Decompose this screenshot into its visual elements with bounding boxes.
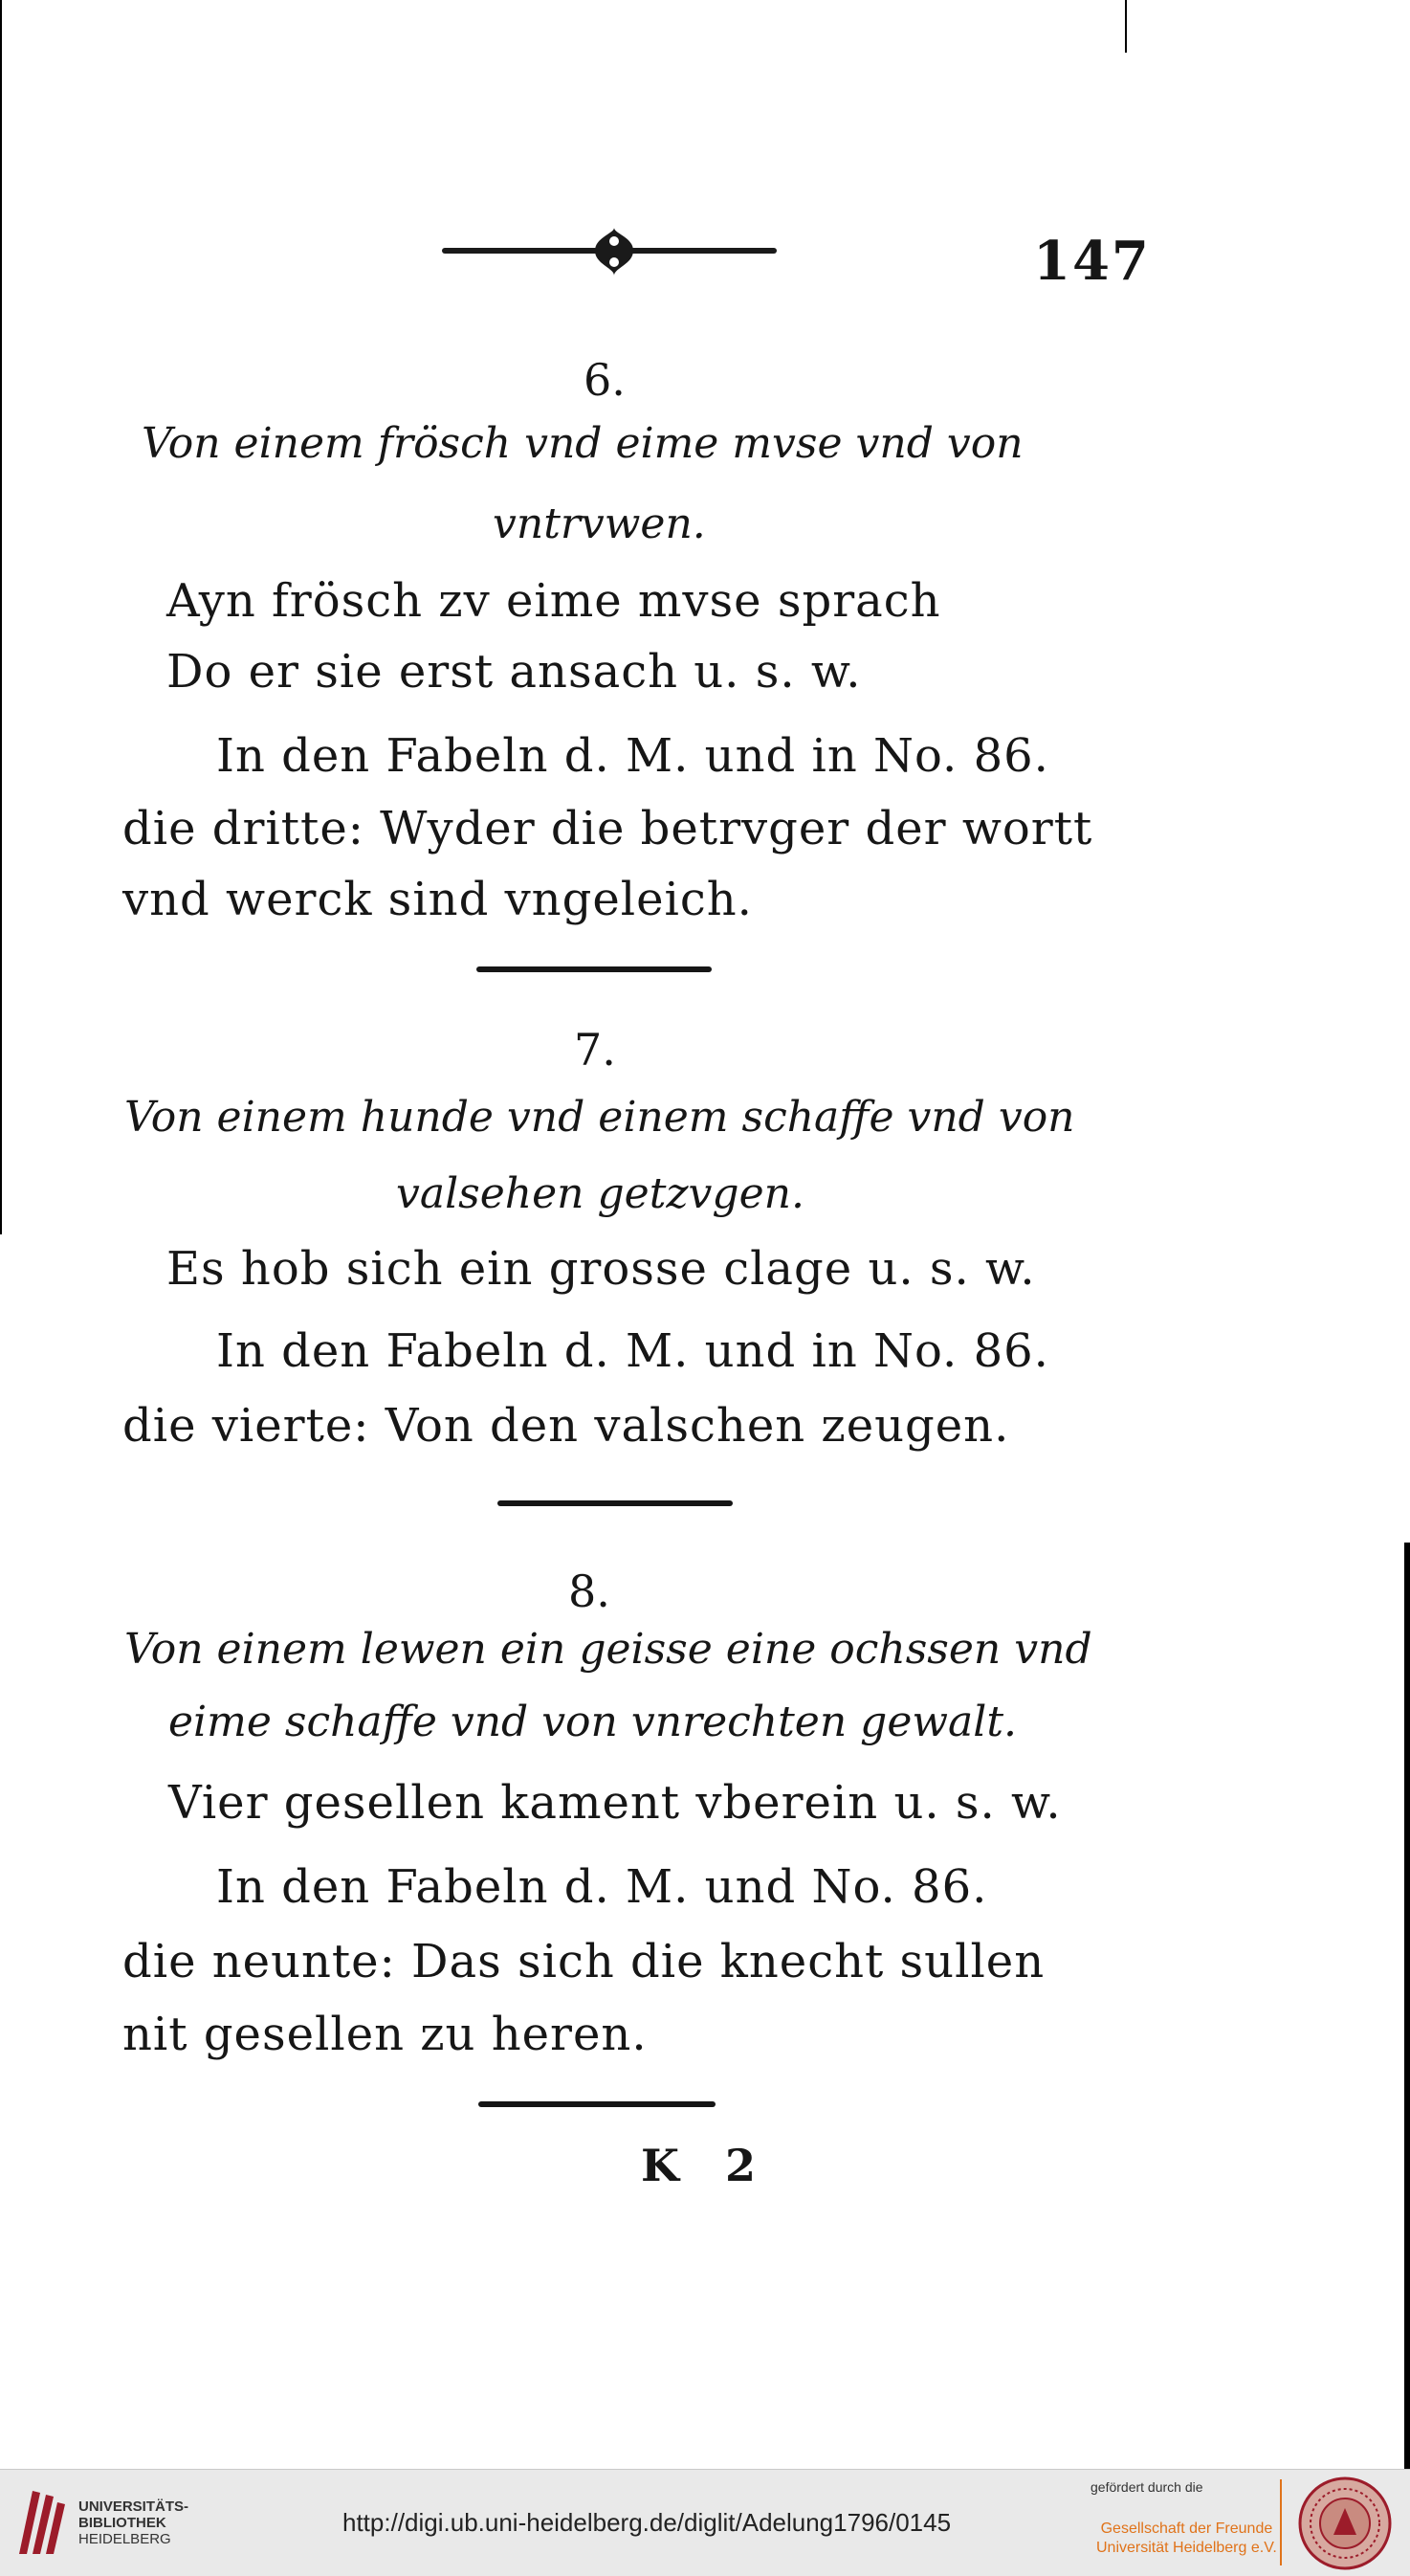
verse-line: Es hob sich ein grosse clage u. s. w.: [166, 1242, 1036, 1296]
funded-by-label: gefördert durch die: [1091, 2479, 1203, 2495]
viewer-footer: [0, 2469, 1410, 2576]
section-divider: [478, 2101, 716, 2107]
university-seal-icon[interactable]: [1297, 2476, 1393, 2571]
society-name[interactable]: [1096, 2520, 1277, 2558]
society-name-line: Universität Heidelberg e.V.: [1096, 2540, 1277, 2556]
section-number: 7.: [574, 1024, 616, 1076]
section-title-line: Von einem frösch vnd eime mvse vnd von: [142, 419, 1024, 468]
library-name-line: HEIDELBERG: [78, 2531, 171, 2547]
library-name-line: BIBLIOTHEK: [78, 2515, 166, 2531]
section-title-line: Von einem hunde vnd einem schaffe vnd von: [124, 1093, 1075, 1142]
header-ornament: [442, 228, 786, 276]
section-number: 6.: [584, 354, 626, 406]
society-name-line: Gesellschaft der Freunde: [1100, 2520, 1273, 2537]
page-number: 147: [1033, 230, 1151, 293]
section-title-line: valsehen getzvgen.: [396, 1169, 804, 1218]
library-name-line: UNIVERSITÄTS-: [78, 2498, 189, 2515]
verse-line: Do er sie erst ansach u. s. w.: [166, 645, 862, 699]
library-logo-icon[interactable]: [13, 2487, 71, 2556]
permalink-url[interactable]: http://digi.ub.uni-heidelberg.de/diglit/Adelung1796/0145: [342, 2508, 952, 2537]
section-number: 8.: [568, 1566, 610, 1617]
section-divider: [476, 966, 712, 972]
section-divider: [497, 1500, 733, 1506]
note-line: nit gesellen zu heren.: [122, 2008, 648, 2061]
note-line: vnd werck sind vngeleich.: [122, 873, 753, 926]
section-title-line: eime schaffe vnd von vnrechten gewalt.: [168, 1698, 1018, 1746]
signature-mark: K 2: [641, 2140, 772, 2191]
library-name[interactable]: [78, 2498, 188, 2547]
section-title-line: Von einem lewen ein geisse eine ochssen vnd: [124, 1625, 1092, 1674]
note-line: In den Fabeln d. M. und in No. 86.: [216, 729, 1049, 783]
section-title-line: vntrvwen.: [493, 500, 706, 548]
note-line: die vierte: Von den valschen zeugen.: [122, 1399, 1010, 1453]
verse-line: Ayn frösch zv eime mvse sprach: [166, 574, 941, 628]
note-line: In den Fabeln d. M. und in No. 86.: [216, 1324, 1049, 1378]
verse-line: Vier gesellen kament vberein u. s. w.: [168, 1776, 1062, 1830]
note-line: die neunte: Das sich die knecht sullen: [122, 1935, 1046, 1988]
note-line: In den Fabeln d. M. und No. 86.: [216, 1860, 988, 1914]
footer-divider: [1280, 2479, 1282, 2565]
note-line: die dritte: Wyder die betrvger der wortt: [122, 802, 1093, 855]
